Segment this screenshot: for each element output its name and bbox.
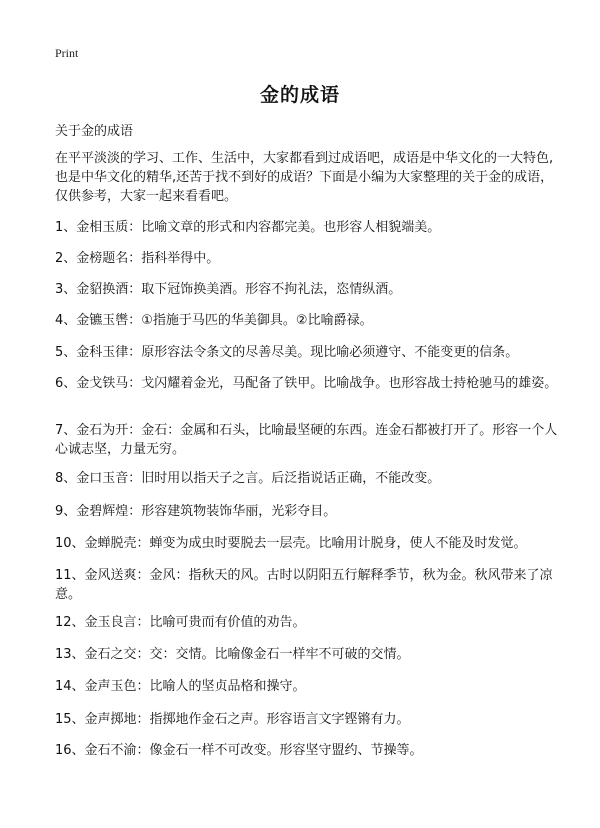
page-title: 金的成语 bbox=[259, 84, 340, 106]
idiom-entry: 7、金石为开：金石：金属和石头，比喻最坚硬的东西。连金石都被打开了。形容一个人心诚志坚，力量无穷。 bbox=[55, 423, 558, 457]
subtitle: 关于金的成语 bbox=[55, 124, 134, 139]
idiom-entry: 4、金镳玉辔：①指施于马匹的华美御具。②比喻爵禄。 bbox=[55, 313, 373, 328]
idiom-entry: 6、金戈铁马：戈闪耀着金光，马配备了铁甲。比喻战争。也形容战士持枪驰马的雄姿。 bbox=[55, 376, 558, 391]
idiom-entry: 2、金榜题名：指科举得中。 bbox=[55, 251, 220, 266]
idiom-entry: 13、金石之交：交：交情。比喻像金石一样牢不可破的交情。 bbox=[55, 647, 410, 662]
idiom-entry: 15、金声掷地：指掷地作金石之声。形容语言文字铿锵有力。 bbox=[55, 712, 410, 727]
idiom-entry: 5、金科玉律：原形容法令条文的尽善尽美。现比喻必须遵守、不能变更的信条。 bbox=[55, 345, 519, 360]
idiom-entry: 10、金蝉脱壳：蝉变为成虫时要脱去一层壳。比喻用计脱身，使人不能及时发觉。 bbox=[55, 536, 527, 551]
idiom-entry: 11、金风送爽：金风：指秋天的风。古时以阴阳五行解释季节，秋为金。秋风带来了凉意。 bbox=[55, 568, 553, 602]
idiom-entry: 8、金口玉音：旧时用以指天子之言。后泛指说话正确，不能改变。 bbox=[55, 471, 441, 486]
idiom-entry: 9、金碧辉煌：形容建筑物装饰华丽，光彩夺目。 bbox=[55, 504, 337, 519]
idiom-entry: 3、金貂换酒：取下冠饰换美酒。形容不拘礼法，恣情纵酒。 bbox=[55, 282, 402, 297]
idiom-entry: 16、金石不渝：像金石一样不可改变。形容坚守盟约、节操等。 bbox=[55, 743, 423, 758]
intro-paragraph: 在平平淡淡的学习、工作、生活中，大家都看到过成语吧，成语是中华文化的一大特色,也是中华文化的精华,还苦于找不到好的成语？下面是小编为大家整理的关于金的成语，仅供参考，大家一起来看看吧。 bbox=[55, 151, 554, 204]
print-label: Print bbox=[55, 46, 79, 60]
idiom-entry: 1、金相玉质：比喻文章的形式和内容都完美。也形容人相貌端美。 bbox=[55, 220, 441, 235]
idiom-entry: 14、金声玉色：比喻人的坚贞品格和操守。 bbox=[55, 679, 306, 694]
idiom-entry: 12、金玉良言：比喻可贵而有价值的劝告。 bbox=[55, 615, 306, 630]
